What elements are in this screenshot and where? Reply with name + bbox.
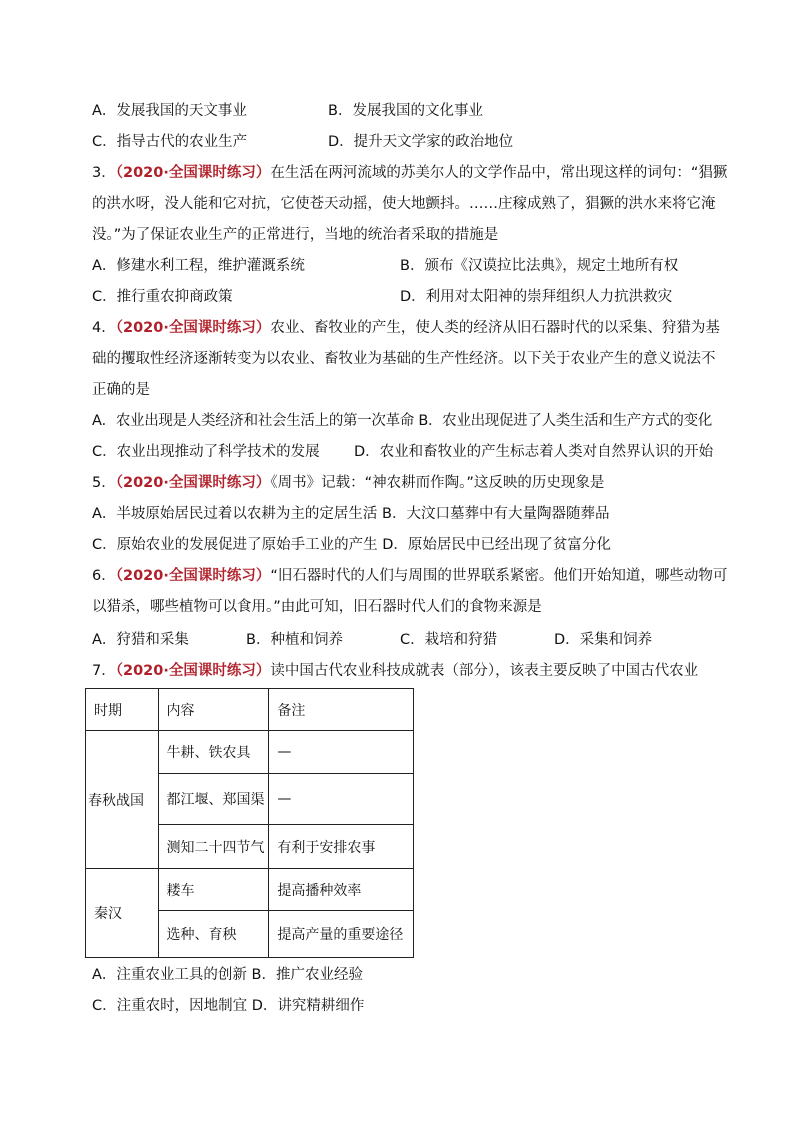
q3-option-c: C．推行重农抑商政策 [92,289,233,305]
q6-option-a: A．狩猎和采集 [92,632,189,648]
q6-stem: “旧石器时代的人们与周围的世界联系紧密。他们开始知道，哪些动物可 [270,568,728,584]
q4-option-d: D．农业和畜牧业的产生标志着人类对自然界认识的开始 [354,444,714,460]
q7-stem: 读中国古代农业科技成就表（部分），该表主要反映了中国古代农业 [270,663,699,679]
q3-stem-line-3: 没。”为了保证农业生产的正常进行，当地的统治者采取的措施是 [92,227,499,243]
table-header-note: 备注 [269,689,414,731]
q7-number: 7． [92,663,116,679]
table-row [86,731,414,774]
q6-option-c: C．栽培和狩猎 [400,632,498,648]
table-period-cell: 春秋战国 [86,731,159,869]
q6-option-d: D．采集和饲养 [554,632,653,648]
q5-stem: 《周书》记载：“神农耕而作陶。”这反映的历史现象是 [270,475,605,491]
table-header-period: 时期 [86,689,159,731]
q6-stem-line-2: 以猎杀，哪些植物可以食用。”由此可知，旧石器时代人们的食物来源是 [92,599,542,615]
q4-source: （2020·全国课时练习） [115,320,271,336]
q4-stem-line-1 [92,318,720,338]
q3-number: 3． [92,165,116,181]
table-note-cell: — [269,774,414,825]
q7-stem-line-1 [92,661,698,681]
table-row [86,869,414,911]
q7-option-cd: C．注重农时，因地制宜 D．讲究精耕细作 [92,998,365,1014]
table-content-cell: 测知二十四节气 [158,825,269,869]
q3-option-d: D．利用对太阳神的崇拜组织人力抗洪救灾 [400,289,673,305]
q4-stem: 农业、畜牧业的产生，使人类的经济从旧石器时代的以采集、狩猎为基 [270,320,720,336]
table-content-cell: 耧车 [158,869,269,911]
q4-option-ab: A．农业出现是人类经济和社会生活上的第一次革命 B．农业出现促进了人类生活和生产方式的变化 [92,413,712,429]
q7-source: （2020·全国课时练习） [115,663,271,679]
table-note-cell: 提高播种效率 [269,869,414,911]
q5-option-cd: C．原始农业的发展促进了原始手工业的产生 D．原始居民中已经出现了贫富分化 [92,537,611,553]
q2-option-b: B．发展我国的文化事业 [328,103,483,119]
q6-stem-line-1 [92,566,727,586]
table-header-content: 内容 [158,689,269,731]
q5-number: 5． [92,475,116,491]
q5-option-ab: A．半坡原始居民过着以农耕为主的定居生活 B．大汶口墓葬中有大量陶器随葬品 [92,506,610,522]
table-period-cell: 秦汉 [86,869,159,958]
q4-number: 4． [92,320,116,336]
q6-number: 6． [92,568,116,584]
table-note-cell: 有利于安排农事 [269,825,414,869]
q2-option-d: D．提升天文学家的政治地位 [328,134,514,150]
q3-stem-line-2: 的洪水呀，没人能和它对抗，它使苍天动摇，使大地颤抖。……庄稼成熟了，猖獗的洪水来将它淹 [92,196,716,212]
q5-stem-line-1 [92,473,604,493]
q6-source: （2020·全国课时练习） [115,568,271,584]
q2-option-a: A．发展我国的天文事业 [92,103,247,119]
q3-option-b: B．颁布《汉谟拉比法典》，规定土地所有权 [400,258,679,274]
table-header-row [86,689,414,731]
table-content-cell: 都江堰、郑国渠 [158,774,269,825]
q5-source: （2020·全国课时练习） [115,475,271,491]
agriculture-achievements-table [85,688,414,958]
q3-option-a: A．修建水利工程，维护灌溉系统 [92,258,305,274]
table-content-cell: 选种、育秧 [158,911,269,958]
q3-stem-line-1 [92,163,727,183]
q6-option-b: B．种植和饲养 [246,632,343,648]
table-note-cell: 提高产量的重要途径 [269,911,414,958]
q3-source: （2020·全国课时练习） [115,165,271,181]
table-note-cell: — [269,731,414,774]
q2-option-c: C．指导古代的农业生产 [92,134,248,150]
q4-stem-line-2: 础的攫取性经济逐渐转变为以农业、畜牧业为基础的生产性经济。以下关于农业产生的意义说法不 [92,351,716,367]
q7-option-ab: A．注重农业工具的创新 B．推广农业经验 [92,967,363,983]
q4-stem-line-3: 正确的是 [92,382,150,398]
q3-stem: 在生活在两河流域的苏美尔人的文学作品中，常出现这样的词句：“猖獗 [270,165,728,181]
q4-option-c: C．农业出现推动了科学技术的发展 [92,444,320,460]
table-content-cell: 牛耕、铁农具 [158,731,269,774]
